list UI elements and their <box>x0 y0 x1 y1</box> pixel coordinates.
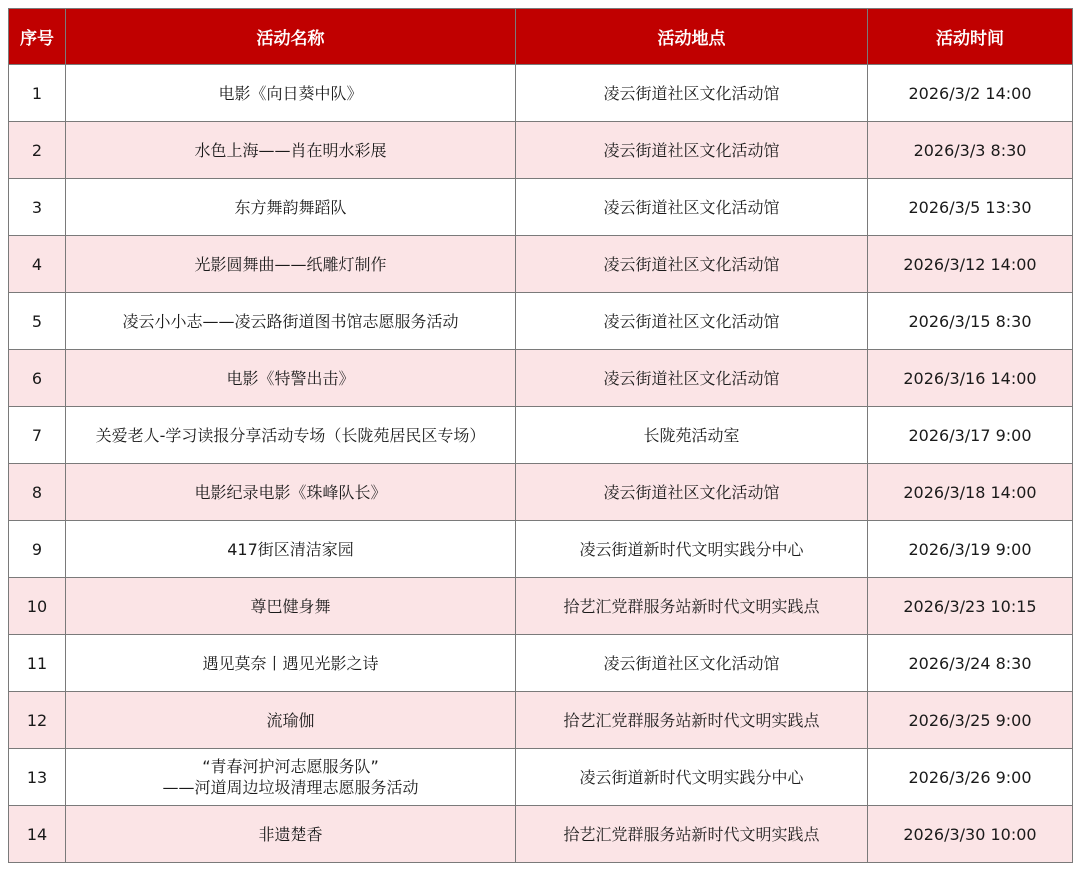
cell-number: 13 <box>9 749 66 806</box>
table-row <box>9 350 1073 407</box>
table-row <box>9 464 1073 521</box>
cell-activity-time: 2026/3/24 8:30 <box>868 635 1073 692</box>
cell-activity-name: 凌云小小志——凌云路街道图书馆志愿服务活动 <box>66 293 516 350</box>
cell-activity-time: 2026/3/17 9:00 <box>868 407 1073 464</box>
header-number: 序号 <box>9 9 66 65</box>
cell-number: 12 <box>9 692 66 749</box>
cell-activity-name: 水色上海——肖在明水彩展 <box>66 122 516 179</box>
cell-number: 1 <box>9 65 66 122</box>
cell-activity-name: 尊巴健身舞 <box>66 578 516 635</box>
cell-activity-place: 凌云街道社区文化活动馆 <box>516 293 868 350</box>
activity-table <box>8 8 1073 863</box>
cell-activity-name <box>66 749 516 806</box>
cell-activity-place: 拾艺汇党群服务站新时代文明实践点 <box>516 578 868 635</box>
cell-activity-place: 凌云街道社区文化活动馆 <box>516 464 868 521</box>
table-row <box>9 806 1073 863</box>
table-row <box>9 749 1073 806</box>
table-row <box>9 293 1073 350</box>
cell-activity-time: 2026/3/23 10:15 <box>868 578 1073 635</box>
cell-activity-time: 2026/3/16 14:00 <box>868 350 1073 407</box>
table-header <box>9 9 1073 65</box>
cell-number: 6 <box>9 350 66 407</box>
activity-name-line-1: “青春河护河志愿服务队” <box>202 757 379 776</box>
cell-activity-time: 2026/3/12 14:00 <box>868 236 1073 293</box>
cell-activity-name: 流瑜伽 <box>66 692 516 749</box>
table-row <box>9 179 1073 236</box>
cell-number: 7 <box>9 407 66 464</box>
cell-activity-place: 凌云街道社区文化活动馆 <box>516 179 868 236</box>
cell-activity-name: 东方舞韵舞蹈队 <box>66 179 516 236</box>
cell-number: 3 <box>9 179 66 236</box>
cell-activity-place: 凌云街道社区文化活动馆 <box>516 122 868 179</box>
cell-number: 10 <box>9 578 66 635</box>
cell-activity-time: 2026/3/2 14:00 <box>868 65 1073 122</box>
cell-activity-time: 2026/3/19 9:00 <box>868 521 1073 578</box>
table-row <box>9 65 1073 122</box>
cell-activity-time: 2026/3/18 14:00 <box>868 464 1073 521</box>
table-row <box>9 407 1073 464</box>
cell-activity-place: 凌云街道社区文化活动馆 <box>516 635 868 692</box>
cell-number: 2 <box>9 122 66 179</box>
cell-activity-place: 凌云街道社区文化活动馆 <box>516 236 868 293</box>
cell-activity-place: 凌云街道新时代文明实践分中心 <box>516 521 868 578</box>
cell-activity-name: 光影圆舞曲——纸雕灯制作 <box>66 236 516 293</box>
cell-activity-name: 电影纪录电影《珠峰队长》 <box>66 464 516 521</box>
table-row <box>9 236 1073 293</box>
cell-number: 5 <box>9 293 66 350</box>
table-row <box>9 635 1073 692</box>
header-activity-name: 活动名称 <box>66 9 516 65</box>
cell-number: 4 <box>9 236 66 293</box>
cell-activity-name: 电影《特警出击》 <box>66 350 516 407</box>
table-row <box>9 521 1073 578</box>
activity-name-line-2: ——河道周边垃圾清理志愿服务活动 <box>162 778 419 797</box>
cell-activity-time: 2026/3/3 8:30 <box>868 122 1073 179</box>
cell-activity-name: 417街区清洁家园 <box>66 521 516 578</box>
cell-number: 9 <box>9 521 66 578</box>
cell-activity-place: 凌云街道社区文化活动馆 <box>516 65 868 122</box>
cell-number: 14 <box>9 806 66 863</box>
cell-activity-time: 2026/3/5 13:30 <box>868 179 1073 236</box>
cell-activity-place: 凌云街道新时代文明实践分中心 <box>516 749 868 806</box>
header-row <box>9 9 1073 65</box>
cell-activity-time: 2026/3/25 9:00 <box>868 692 1073 749</box>
cell-activity-name: 电影《向日葵中队》 <box>66 65 516 122</box>
cell-activity-place: 拾艺汇党群服务站新时代文明实践点 <box>516 806 868 863</box>
cell-activity-name: 关爱老人-学习读报分享活动专场（长陇苑居民区专场） <box>66 407 516 464</box>
cell-activity-time: 2026/3/26 9:00 <box>868 749 1073 806</box>
cell-activity-place: 凌云街道社区文化活动馆 <box>516 350 868 407</box>
cell-activity-name: 非遗楚香 <box>66 806 516 863</box>
header-activity-time: 活动时间 <box>868 9 1073 65</box>
table-row <box>9 122 1073 179</box>
cell-activity-time: 2026/3/15 8:30 <box>868 293 1073 350</box>
cell-activity-place: 拾艺汇党群服务站新时代文明实践点 <box>516 692 868 749</box>
header-activity-place: 活动地点 <box>516 9 868 65</box>
table-row <box>9 578 1073 635</box>
activity-schedule <box>8 8 1072 863</box>
cell-activity-name: 遇见莫奈丨遇见光影之诗 <box>66 635 516 692</box>
cell-activity-time: 2026/3/30 10:00 <box>868 806 1073 863</box>
table-row <box>9 692 1073 749</box>
cell-number: 8 <box>9 464 66 521</box>
cell-activity-place: 长陇苑活动室 <box>516 407 868 464</box>
table-body <box>9 65 1073 863</box>
cell-number: 11 <box>9 635 66 692</box>
